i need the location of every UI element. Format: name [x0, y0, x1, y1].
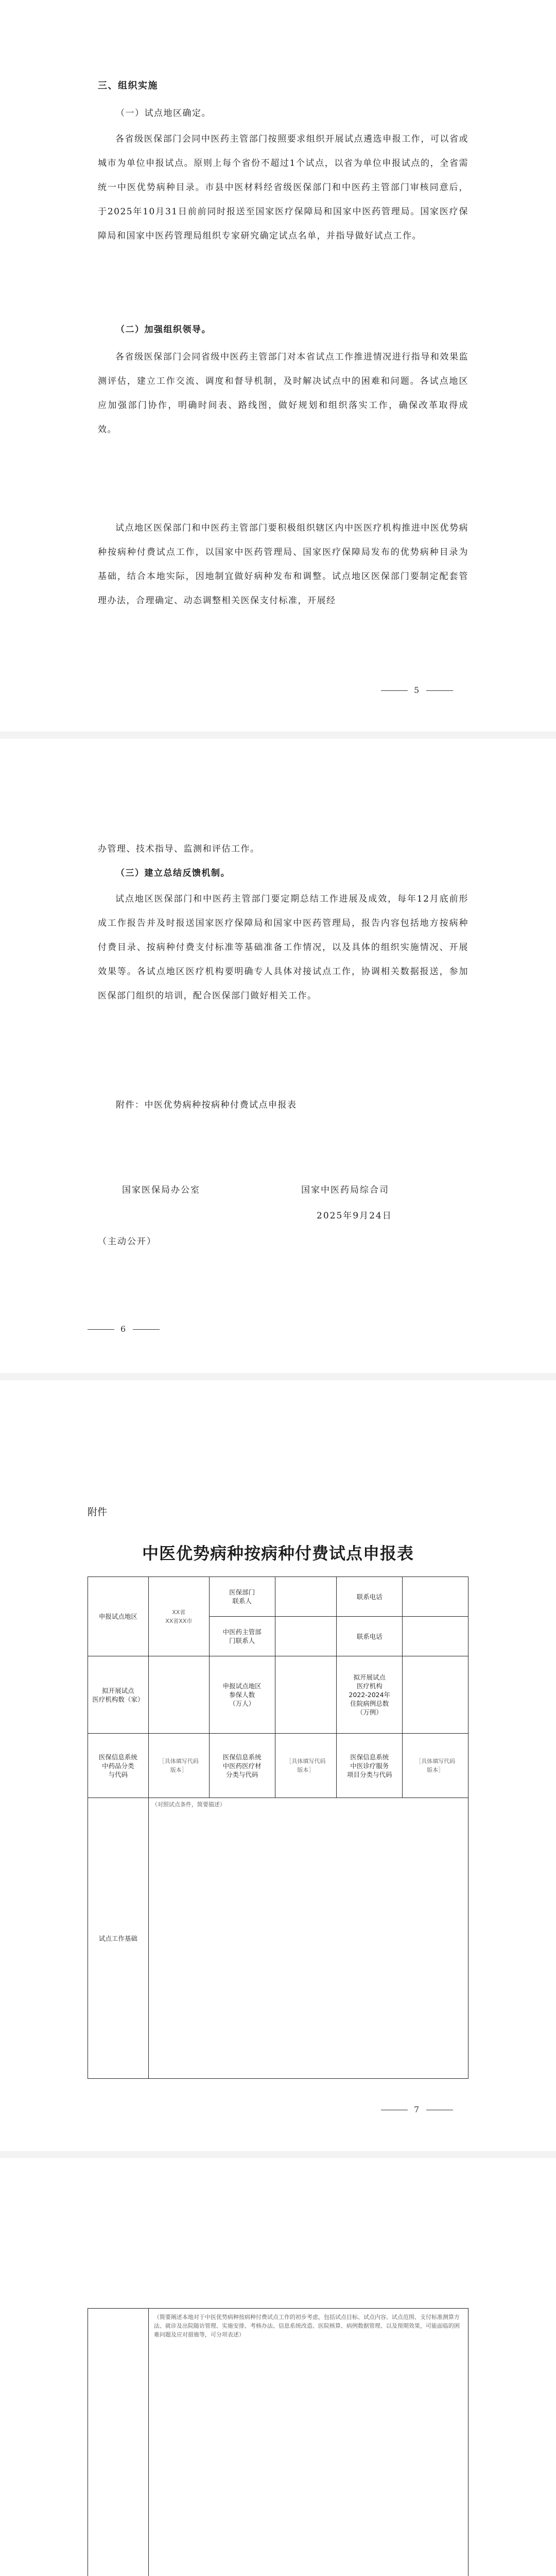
attachment-label: 附件 [88, 1506, 108, 1518]
header-tcm-contact: 中医药主管部 门联系人 [209, 1617, 275, 1656]
application-form-continued [88, 2308, 468, 2576]
paragraph-3: 试点地区医保部门和中医药主管部门要积极组织辖区内中医医疗机构推进中医优势病种按病种付费试点工作，以国家中医药管理局、国家医疗保障局发布的优势病种目录为基础，结合本地实际，因地制宜做好病种发布和调整。试点地区医保部门要制定配套管理办法，合理确定、动态调整相关医保支付标准，开展经 [98, 523, 468, 606]
header-work-basis: 试点工作基础 [88, 1798, 149, 2079]
cell-tcm-herb-code: ［具体填写代码 版本］ [275, 1734, 337, 1798]
region-placeholder: XX省 XX省XX市 [148, 1577, 209, 1656]
header-region: 申报试点地区 [88, 1577, 149, 1656]
cell-insured-population [275, 1656, 337, 1734]
disclosure-note: （主动公开） [98, 1236, 157, 1247]
cell-work-plan: （简要阐述本地对于中医优势病种按病种付费试点工作的初步考虑，包括试点目标、试点内容、试点范围、支付标准测算方法、就诊及出院随访管理、实施安排、考核办法、信息系统改造、医院核算、病例数据管理、以及预期效果，可能面临的困难问题及应对措施等，可分项表述） [148, 2309, 468, 2576]
paragraph-4: 办管理、技术指导、监测和评估工作。 [98, 844, 260, 854]
paragraph-1: 各省级医保部门会同中医药主管部门按照要求组织开展试点遴选申报工作，可以省或城市为单位申报试点。原则上每个省份不超过1个试点，以省为单位申报试点的，全省需统一中医优势病种目录。市县中医材料经省级医保部门和中医药主管部门审核同意后，于2025年10月31日前前同时报送至国家医疗保障局和国家中医药管理局。国家医疗保障局和国家中医药管理局组织专家研究确定试点名单，并指导做好试点工作。 [98, 134, 468, 241]
cell-health-contact [275, 1577, 337, 1617]
paragraph-2: 各省级医保部门会同省级中医药主管部门对本省试点工作推进情况进行指导和效果监测评估，建立工作交流、调度和督导机制，及时解决试点中的困难和问题。各试点地区应加强部门协作，明确时间表、路线图，做好规划和组织落实工作，确保改革取得成效。 [98, 352, 468, 435]
header-inpatient-cases: 拟开展试点 医疗机构 2022-2024年 住院病例总数 （万例） [337, 1656, 403, 1734]
header-herb-drug-code: 医保信息系统 中药品分类 与代码 [88, 1734, 149, 1798]
header-phone-2: 联系电话 [337, 1617, 403, 1656]
signer-1: 国家医保局办公室 [122, 1185, 200, 1195]
cell-herb-drug-code: ［具体填写代码 版本］ [148, 1734, 209, 1798]
form-title: 中医优势病种按病种付费试点申报表 [142, 1544, 414, 1563]
attachment-note: 附件：中医优势病种按病种付费试点申报表 [116, 1100, 297, 1110]
header-health-contact: 医保部门 联系人 [209, 1577, 275, 1617]
header-institution-count: 拟开展试点 医疗机构数（家） [88, 1656, 149, 1734]
cell-tcm-contact [275, 1617, 337, 1656]
page-separator [0, 732, 556, 739]
header-work-plan [88, 2309, 149, 2576]
subheading-2: （二）加强组织领导。 [116, 325, 211, 335]
subheading-3: （三）建立总结反馈机制。 [116, 868, 230, 878]
header-phone-1: 联系电话 [337, 1577, 403, 1617]
signer-2: 国家中医药局综合司 [301, 1185, 389, 1195]
page-separator [0, 2151, 556, 2158]
issue-date: 2025年9月24日 [317, 1211, 392, 1221]
page-number-5: 5 [381, 685, 453, 695]
page-number-7: 7 [381, 2105, 453, 2114]
header-insured-population: 申报试点地区 参保人数 （万人） [209, 1656, 275, 1734]
application-form [88, 1577, 468, 2079]
page-number-6: 6 [88, 1324, 160, 1334]
cell-work-basis: （对照试点条件，简要描述） [148, 1798, 468, 2079]
cell-phone-2 [403, 1617, 468, 1656]
paragraph-5: 试点地区医保部门和中医药主管部门要定期总结工作进展及成效，每年12月底前形成工作报告并及时报送国家医疗保障局和国家中医药管理局，报告内容包括地方按病种付费目录、按病种付费支付标准等基础准备工作情况，以及具体的组织实施情况、开展效果等。各试点地区医疗机构要明确专人具体对接试点工作，协调相关数据报送，参加医保部门组织的培训，配合医保部门做好相关工作。 [98, 894, 468, 1001]
subheading-1: （一）试点地区确定。 [116, 108, 211, 118]
page-separator [0, 1373, 556, 1380]
cell-inpatient-cases [403, 1656, 468, 1734]
header-tcm-service-code: 医保信息系统 中医诊疗服务 项目分类与代码 [337, 1734, 403, 1798]
cell-phone-1 [403, 1577, 468, 1617]
header-tcm-herb-code: 医保信息系统 中医药医疗材 分类与代码 [209, 1734, 275, 1798]
cell-tcm-service-code: ［具体填写代码 版本］ [403, 1734, 468, 1798]
section-heading: 三、组织实施 [98, 80, 158, 91]
cell-institution-count [148, 1656, 209, 1734]
